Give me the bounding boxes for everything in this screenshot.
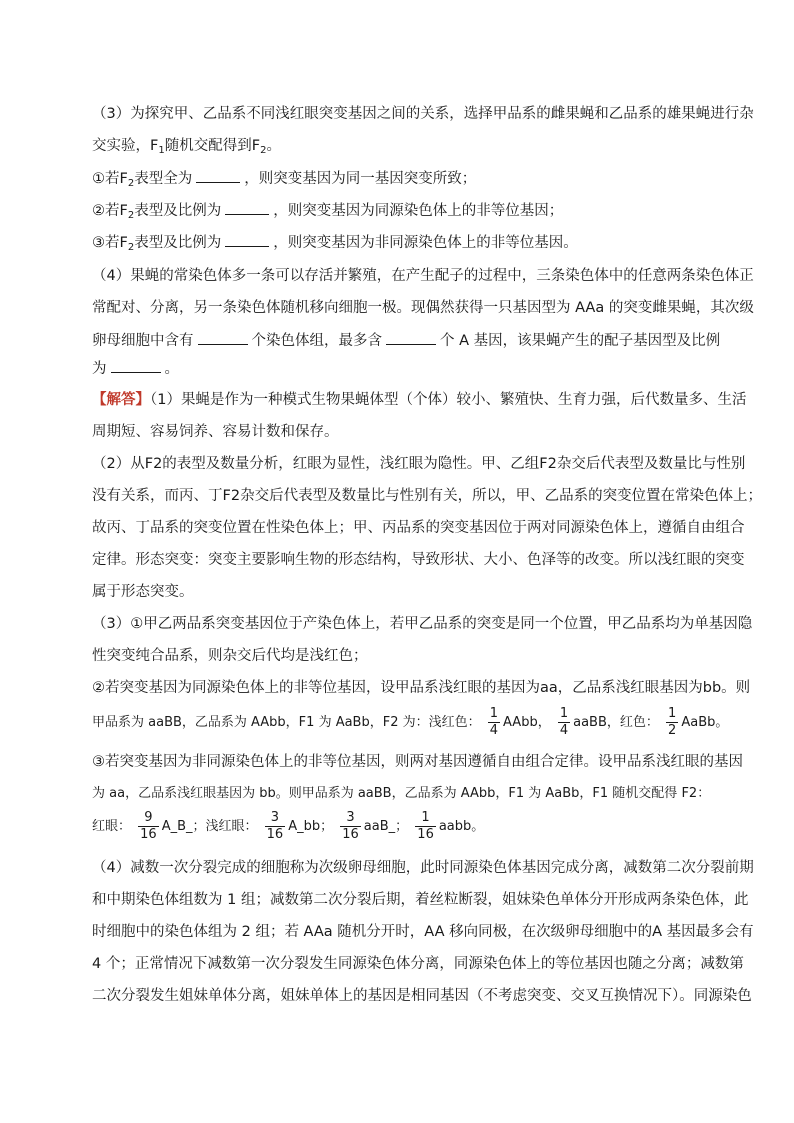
answer-p3-line7: 红眼： $\frac{9}{16}$ A_B_；浅红眼： $\frac{3}{16}$ A_bb； $\frac{3}{16}$ aaB_； $\frac{1}{16}$ aabb。 [92, 810, 485, 842]
answer-p4-line4: 4 个；正常情况下减数第一次分裂发生同源染色体分离，同源染色体上的等位基因也随之分离；减数第 [92, 956, 744, 972]
q3-intro-line1: （3）为探究甲、乙品系不同浅红眼突变基因之间的关系，选择甲品系的雌果蝇和乙品系的雄果蝇进行杂 [92, 106, 754, 122]
fraction: $\frac{3}{16}$ [266, 810, 284, 842]
answer-p3-line6: 为 aa，乙品系浅红眼基因为 bb。则甲品系为 aaBB，乙品系为 AAbb，F1 为 AaBb，F1 随机交配得 F2： [92, 786, 711, 801]
answer-p1-line1: 【解答】（1）果蝇是作为一种模式生物果蝇体型（个体）较小、繁殖快、生育力强，后代数量多、生活 [92, 392, 747, 408]
answer-label: 【解答】 [92, 392, 150, 408]
answer-p3-line1: （3）①甲乙两品系突变基因位于产染色体上，若甲乙品系的突变是同一个位置，甲乙品系均为单基因隐 [92, 616, 753, 632]
answer-blank[interactable] [225, 232, 269, 247]
fraction: $\frac{1}{4}$ [489, 706, 499, 738]
q3-item1: ①若$F_2$表型全为 ，则突变基因为同一基因突变所致； [92, 168, 476, 189]
fraction: $\frac{1}{4}$ [559, 706, 569, 738]
fraction: $\frac{9}{16}$ [140, 810, 157, 842]
answer-p4-line2: 和中期染色体组数为 1 组；减数第二次分裂后期，着丝粒断裂，姐妹染色单体分开形成两条染色体，此 [92, 892, 749, 908]
answer-p1-line2: 周期短、容易饲养、容易计数和保存。 [92, 424, 339, 440]
answer-p3-line4: 甲品系为 aaBB，乙品系为 AAbb，F1 为 AaBb，F2 为：浅红色： $\frac{1}{4}$ AAbb， $\frac{1}{4}$ aaBB，红色： $\frac{1}{2}$ AaBb。 [92, 706, 729, 738]
fraction: $\frac{1}{16}$ [417, 810, 434, 842]
answer-p4-line5: 二次分裂发生姐妹单体分离，姐妹单体上的基因是相同基因（不考虑突变、交叉互换情况下）。同源染色 [92, 988, 752, 1004]
q4-line4: 为 。 [92, 358, 179, 379]
answer-blank[interactable] [198, 330, 248, 345]
answer-p3-line3: ②若突变基因为同源染色体上的非等位基因，设甲品系浅红眼的基因为aa，乙品系浅红眼基因为bb。则 [92, 680, 751, 696]
fraction: $\frac{3}{16}$ [342, 810, 359, 842]
answer-p2-line2: 没有关系，而丙、丁F2杂交后代表型及数量比与性别有关，所以，甲、乙品系的突变位置在常染色体上； [92, 488, 763, 504]
fraction: $\frac{1}{2}$ [668, 706, 677, 738]
q3-item3: ③若$F_2$表型及比例为 ，则突变基因为非同源染色体上的非等位基因。 [92, 232, 578, 253]
answer-blank[interactable] [111, 358, 161, 373]
answer-blank[interactable] [196, 168, 240, 183]
q3-item2: ②若$F_2$表型及比例为 ，则突变基因为同源染色体上的非等位基因； [92, 200, 563, 221]
q4-line3: 卵母细胞中含有 个染色体组，最多含 个 A 基因，该果蝇产生的配子基因型及比例 [92, 330, 720, 351]
answer-p2-line5: 属于形态突变。 [92, 584, 194, 600]
answer-p2-line3: 故丙、丁品系的突变位置在性染色体上；甲、丙品系的突变基因位于两对同源染色体上，遵循自由组合 [92, 520, 745, 536]
answer-p2-line1: （2）从F2的表型及数量分析，红眼为显性，浅红眼为隐性。甲、乙组F2杂交后代表型及数量比与性别 [92, 456, 746, 472]
answer-p3-line2: 性突变纯合品系，则杂交后代均是浅红色； [92, 648, 368, 664]
q4-line2: 常配对、分离，另一条染色体随机移向细胞一极。现偶然获得一只基因型为 AAa 的突变雌果蝇，其次级 [92, 300, 754, 316]
answer-blank[interactable] [386, 330, 436, 345]
answer-p2-line4: 定律。形态突变：突变主要影响生物的形态结构，导致形状、大小、色泽等的改变。所以浅红眼的突变 [92, 552, 745, 568]
q4-line1: （4）果蝇的常染色体多一条可以存活并繁殖，在产生配子的过程中，三条染色体中的任意两条染色体正 [92, 268, 754, 284]
answer-p3-line5: ③若突变基因为非同源染色体上的非等位基因，则两对基因遵循自由组合定律。设甲品系浅红眼的基因 [92, 754, 743, 770]
q3-intro-line2: 交实验，$F_1$随机交配得到$F_2$。 [92, 138, 281, 156]
answer-p4-line3: 时细胞中的染色体组为 2 组；若 AAa 随机分开时，AA 移向同极，在次级卵母细胞中的A 基因最多会有 [92, 924, 754, 940]
answer-p4-line1: （4）减数一次分裂完成的细胞称为次级卵母细胞，此时同源染色体基因完成分离，减数第二次分裂前期 [92, 860, 754, 876]
answer-blank[interactable] [225, 200, 269, 215]
